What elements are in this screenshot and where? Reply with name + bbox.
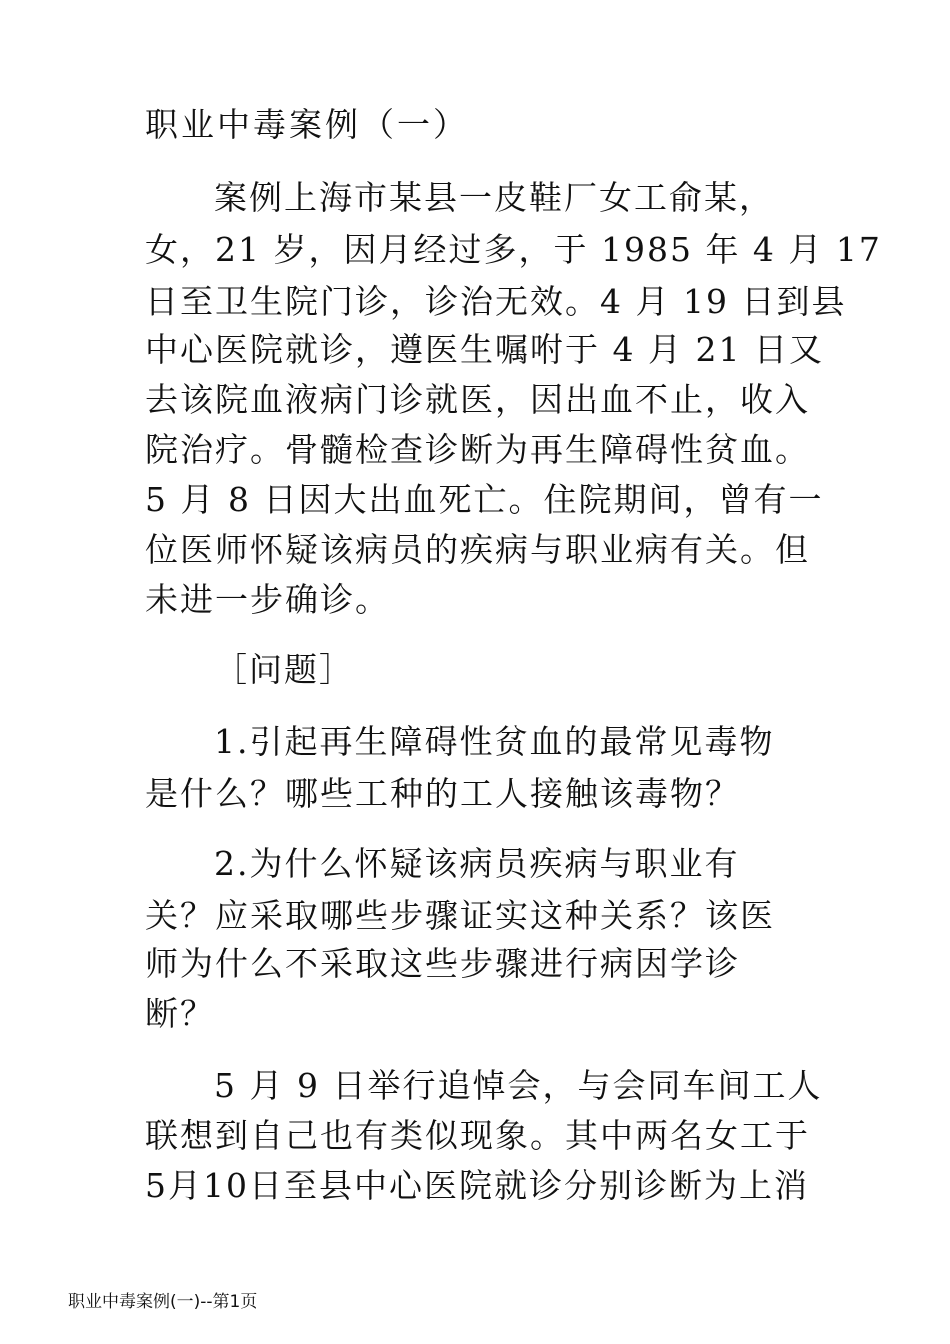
- page-footer: 职业中毒案例(一)--第1页: [68, 1292, 258, 1312]
- paragraph-line: 联想到自己也有类似现象。其中两名女工于: [145, 1116, 810, 1155]
- paragraph-line: 5 月 9 日举行追悼会，与会同车间工人: [214, 1066, 823, 1105]
- paragraph-line: 位医师怀疑该病员的疾病与职业病有关。但: [145, 530, 810, 569]
- paragraph-line: 5月10日至县中心医院就诊分别诊断为上消: [145, 1166, 809, 1205]
- paragraph-line: 中心医院就诊，遵医生嘱咐于 4 月 21 日又: [145, 330, 824, 369]
- paragraph-line: 5 月 8 日因大出血死亡。住院期间，曾有一: [145, 480, 824, 519]
- paragraph-line: 去该院血液病门诊就医，因出血不止，收入: [145, 380, 810, 419]
- document-title: 职业中毒案例（一）: [145, 105, 469, 144]
- question-line: 是什么？哪些工种的工人接触该毒物？: [145, 774, 740, 813]
- paragraph-line: 未进一步确诊。: [145, 580, 390, 619]
- question-line: 师为什么不采取这些步骤进行病因学诊: [145, 944, 740, 983]
- question-line: 关？应采取哪些步骤证实这种关系？该医: [145, 896, 775, 935]
- paragraph-line: 院治疗。骨髓检查诊断为再生障碍性贫血。: [145, 430, 810, 469]
- paragraph-line: 日至卫生院门诊，诊治无效。4 月 19 日到县: [145, 282, 847, 321]
- question-heading: ［问题］: [214, 650, 354, 689]
- question-line: 断？: [145, 994, 215, 1033]
- paragraph-line: 女，21 岁，因月经过多，于 1985 年 4 月 17: [145, 230, 882, 269]
- question-line: 1.引起再生障碍性贫血的最常见毒物: [214, 722, 775, 761]
- question-line: 2.为什么怀疑该病员疾病与职业有: [214, 844, 740, 883]
- paragraph-line: 案例上海市某县一皮鞋厂女工俞某，: [214, 178, 774, 217]
